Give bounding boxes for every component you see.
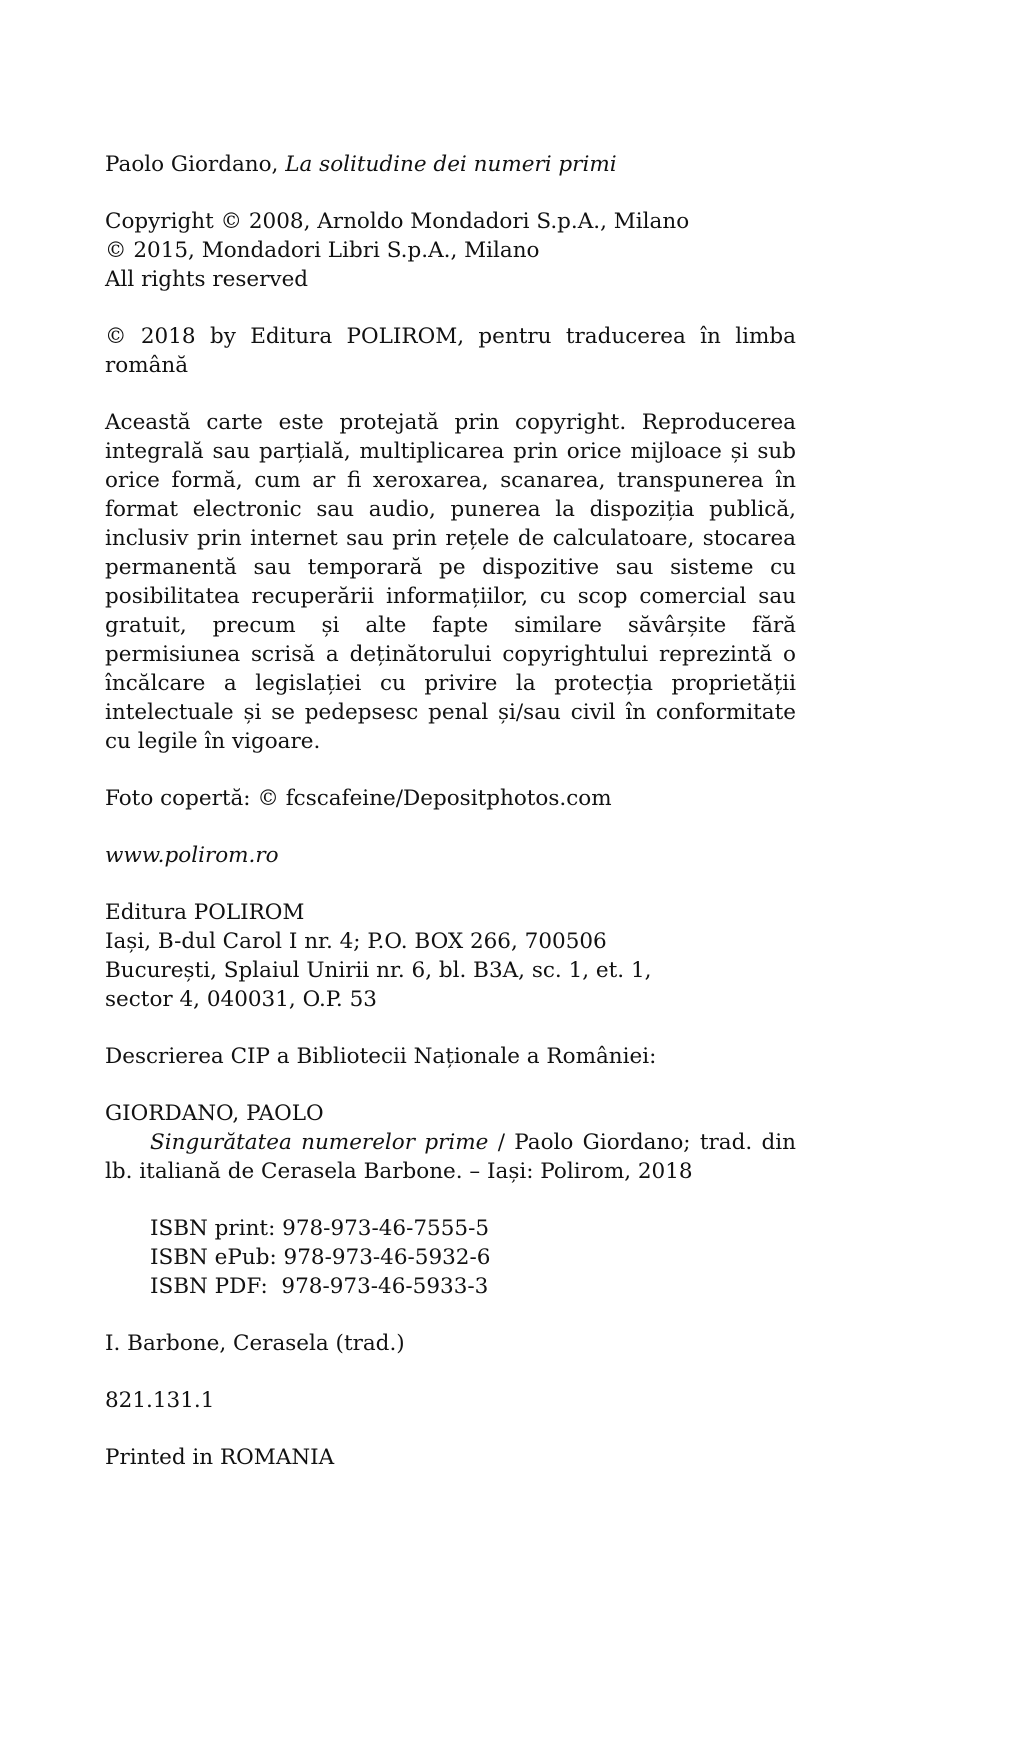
cip-title-details: / Paolo Giordano; trad. din lb. italiană de Cerasela Barbone. – Iași: Polirom, 2018 xyxy=(105,1130,796,1184)
cip-heading: Descrierea CIP a Bibliotecii Naționale a României: xyxy=(105,1044,657,1069)
cover-photo-credit: Foto copertă: © fcscafeine/Depositphotos.com xyxy=(105,786,612,811)
publisher-address-line: Iași, B-dul Carol I nr. 4; P.O. BOX 266, 700506 xyxy=(105,929,607,954)
legal-paragraph: Această carte este protejată prin copyright. Reproducerea integrală sau parțială, multiplicarea prin orice mijloace și sub orice formă, cum ar fi xeroxarea, scanarea, transpunerea în format electronic sau audio, punerea la dispoziția publică, inclusiv prin internet sau prin rețele de calculatoare, stocarea permanentă sau temporară pe dispozitive sau sisteme cu posibilitatea recuperării informațiilor, cu scop comercial sau gratuit, precum și alte fapte similare săvârșite fără permisiunea scrisă a deținătorului copyrightului reprezintă o încălcare a legislației cu privire la protecția proprietății intelectuale și se pedepsesc penal și/sau civil în conformitate cu legile în vigoare. xyxy=(105,410,796,754)
cip-author: GIORDANO, PAOLO xyxy=(105,1101,324,1126)
publisher-website: www.polirom.ro xyxy=(105,843,279,868)
translation-copyright: © 2018 by Editura POLIROM, pentru traducerea în limba română xyxy=(105,324,796,378)
cip-title-entry xyxy=(105,1128,796,1186)
isbn-pdf: ISBN PDF: 978-973-46-5933-3 xyxy=(150,1274,489,1299)
publisher-address-line: sector 4, 040031, O.P. 53 xyxy=(105,987,377,1012)
original-title: La solitudine dei numeri primi xyxy=(285,152,617,177)
copyright-line: All rights reserved xyxy=(105,267,309,292)
publisher-name: Editura POLIROM xyxy=(105,900,305,925)
isbn-print: ISBN print: 978-973-46-7555-5 xyxy=(150,1216,490,1241)
publisher-address-line: București, Splaiul Unirii nr. 6, bl. B3A, sc. 1, et. 1, xyxy=(105,958,652,983)
isbn-epub: ISBN ePub: 978-973-46-5932-6 xyxy=(150,1245,491,1270)
copyright-line: Copyright © 2008, Arnoldo Mondadori S.p.A., Milano xyxy=(105,209,690,234)
copyright-line: © 2015, Mondadori Libri S.p.A., Milano xyxy=(105,238,540,263)
author-name: Paolo Giordano, xyxy=(105,152,286,177)
printed-in: Printed in ROMANIA xyxy=(105,1445,335,1470)
cip-title-romanian: Singurătatea numerelor prime xyxy=(150,1130,489,1155)
book-title-line xyxy=(105,150,796,179)
isbn-block xyxy=(105,1214,796,1301)
copyright-block xyxy=(105,207,796,294)
translator-entry: I. Barbone, Cerasela (trad.) xyxy=(105,1331,405,1356)
publisher-address-block xyxy=(105,898,796,1014)
udc-number: 821.131.1 xyxy=(105,1388,215,1413)
